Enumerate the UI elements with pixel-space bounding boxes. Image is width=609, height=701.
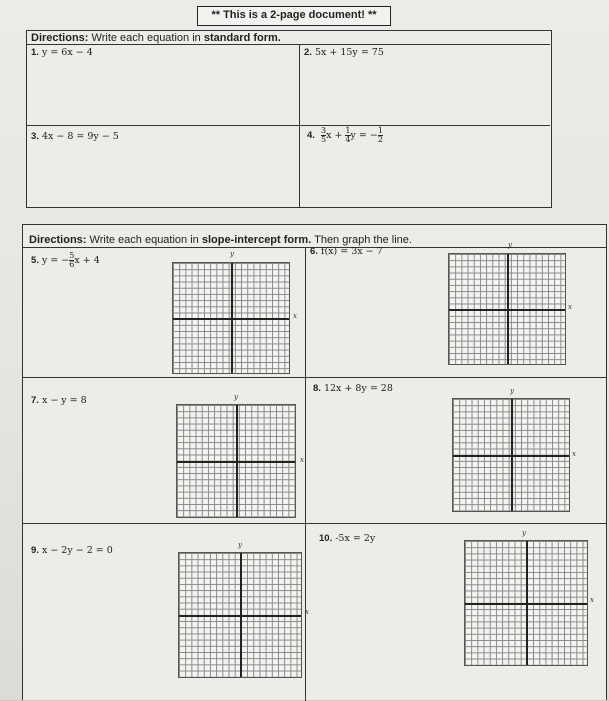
problem-1-equation: y = 6x − 4 (41, 47, 93, 58)
y-axis-label: y (230, 250, 234, 258)
y-axis-label: y (522, 529, 526, 537)
section1-divider (27, 44, 550, 45)
problem-9-equation: x − 2y − 2 = 0 (41, 545, 113, 556)
x-axis (453, 455, 569, 457)
x-axis-label: x (568, 303, 572, 311)
directions-label: Directions: (29, 234, 87, 246)
problem-8: 8. 12x + 8y = 28 (313, 383, 393, 394)
x-axis (173, 318, 289, 320)
section1-directions (31, 32, 281, 44)
section2-vertical-divider (305, 247, 306, 701)
y-axis-label: y (238, 541, 242, 549)
problem-7-equation: x − y = 8 (41, 395, 87, 406)
x-axis (449, 309, 565, 311)
problem-6-equation: f(x) = 3x − 7 (320, 246, 383, 257)
x-axis-label: x (300, 456, 304, 464)
graph-grid-7[interactable] (176, 404, 296, 518)
y-axis-label: y (234, 393, 238, 401)
directions-tail: Then graph the line. (311, 234, 412, 246)
directions-text: Write each equation in (88, 32, 204, 44)
x-axis-label: x (572, 450, 576, 458)
section2-row-divider-1 (23, 377, 606, 378)
problem-7: 7. x − y = 8 (31, 395, 87, 406)
x-axis (465, 603, 587, 605)
graph-grid-8[interactable] (452, 398, 570, 512)
problem-4: 4. $\frac{3}{5}$ x + $\frac{1}{4}$ y = − $\frac{1}{2}$ (307, 126, 383, 144)
problem-10: 10. -5x = 2y (319, 533, 376, 544)
problem-8-equation: 12x + 8y = 28 (323, 383, 393, 394)
problem-5: 5. y = − $\frac{5}{6}$ x + 4 (31, 251, 100, 269)
directions-label: Directions: (31, 32, 89, 44)
x-axis (177, 461, 295, 463)
directions-emphasis: slope-intercept form. (201, 234, 312, 246)
problem-3: 3. 4x − 8 = 9y − 5 (31, 131, 119, 142)
problem-1: 1. y = 6x − 4 (31, 47, 93, 58)
standard-form-section (26, 30, 552, 208)
x-axis (179, 615, 301, 617)
graph-grid-6[interactable] (448, 253, 566, 365)
directions-text: Write each equation in (86, 234, 202, 246)
y-axis-label: y (508, 241, 512, 249)
problem-9: 9. x − 2y − 2 = 0 (31, 545, 113, 556)
problem-6: 6. f(x) = 3x − 7 (310, 246, 383, 257)
x-axis-label: x (590, 596, 594, 604)
x-axis-label: x (305, 608, 309, 616)
directions-emphasis: standard form. (203, 32, 281, 44)
x-axis-label: x (293, 312, 297, 320)
graph-grid-5[interactable] (172, 262, 290, 374)
section2-directions (29, 234, 412, 246)
graph-grid-9[interactable] (178, 552, 302, 678)
two-page-notice: ** This is a 2-page document! ** (197, 6, 391, 26)
section2-row-divider-2 (23, 523, 606, 524)
section1-row-divider (27, 125, 550, 126)
graph-grid-10[interactable] (464, 540, 588, 666)
problem-2-equation: 5x + 15y = 75 (314, 47, 384, 58)
problem-10-equation: -5x = 2y (335, 533, 376, 544)
problem-3-equation: 4x − 8 = 9y − 5 (41, 131, 119, 142)
y-axis-label: y (510, 387, 514, 395)
problem-2: 2. 5x + 15y = 75 (304, 47, 384, 58)
